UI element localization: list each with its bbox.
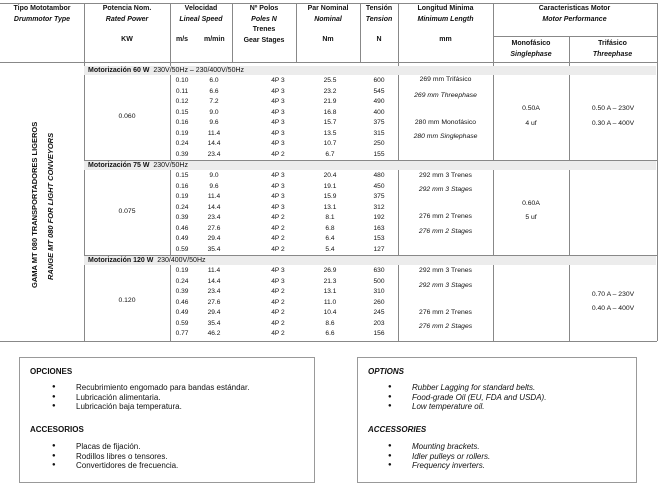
- speed-ms-cell: 0.59: [175, 245, 189, 253]
- torque-cell: 13.1: [323, 203, 337, 211]
- accessories-title-es: ACCESORIOS: [30, 425, 84, 434]
- tension-cell: 203: [373, 319, 385, 327]
- speed-ms-cell: 0.59: [175, 319, 189, 327]
- speed-ms-cell: 0.15: [175, 172, 189, 179]
- poles-cell: 4P 2: [271, 319, 285, 327]
- list-item: ● Lubricación alimentaria.: [50, 393, 249, 403]
- table-row: [170, 97, 398, 106]
- kw-value: 0.120: [118, 297, 136, 304]
- speed-ms-cell: 0.11: [175, 87, 189, 95]
- speed-ms-cell: 0.77: [175, 330, 189, 337]
- options-box-es: [19, 357, 315, 483]
- tension-cell: 156: [373, 330, 385, 337]
- table-row: [170, 308, 398, 317]
- header-tension: Tensión Tension N: [365, 5, 393, 43]
- list-item: ● Rodillos libres o tensores.: [50, 452, 178, 462]
- speed-mmin-cell: 11.4: [207, 193, 221, 200]
- length-text: 276 mm 2 Stages: [418, 323, 473, 330]
- speed-ms-cell: 0.39: [175, 150, 189, 158]
- speed-ms-cell: 0.49: [175, 309, 189, 316]
- torque-cell: 5.4: [325, 245, 335, 253]
- tension-cell: 600: [373, 77, 385, 84]
- tension-cell: 545: [373, 87, 385, 95]
- accessories-title-en: ACCESSORIES: [368, 425, 427, 434]
- torque-cell: 25.5: [323, 77, 337, 84]
- length-text: 269 mm Trifásico: [419, 76, 472, 83]
- table-row: [170, 108, 398, 117]
- torque-cell: 19.1: [323, 182, 337, 190]
- options-list-en: [386, 383, 546, 412]
- list-item: ● Lubricación baja temperatura.: [50, 402, 249, 412]
- accessories-list-en: [386, 442, 490, 471]
- mono-value: 5 uf: [525, 214, 537, 221]
- table-row: [170, 319, 398, 328]
- speed-mmin-cell: 6.0: [209, 77, 219, 84]
- tension-cell: 375: [373, 119, 385, 126]
- speed-ms-cell: 0.49: [175, 235, 189, 242]
- poles-cell: 4P 2: [271, 224, 285, 232]
- list-item: ● Low temperature oil.: [386, 402, 546, 412]
- speed-ms-cell: 0.15: [175, 108, 189, 116]
- torque-cell: 15.7: [323, 119, 337, 126]
- torque-cell: 13.5: [323, 129, 337, 137]
- col-line: [657, 3, 658, 341]
- speed-mmin-cell: 7.2: [209, 98, 219, 105]
- table-row: [170, 87, 398, 96]
- poles-cell: 4P 3: [271, 182, 285, 190]
- mono-value: 4 uf: [525, 120, 537, 127]
- torque-cell: 6.8: [325, 224, 335, 232]
- tension-cell: 375: [373, 193, 385, 200]
- speed-mmin-cell: 14.4: [207, 203, 221, 211]
- tension-cell: 315: [373, 129, 385, 137]
- table-row: [170, 118, 398, 127]
- torque-cell: 20.4: [323, 172, 337, 179]
- torque-cell: 6.7: [325, 150, 335, 158]
- table-top-line: [0, 3, 657, 4]
- list-item: ● Idler pulleys or rollers.: [386, 452, 490, 462]
- length-text: 292 mm 3 Stages: [418, 186, 473, 193]
- side-label-es: GAMA MT 080 TRANSPORTADORES LIGEROS: [30, 121, 39, 288]
- speed-mmin-cell: 29.4: [207, 235, 221, 242]
- tension-cell: 192: [373, 214, 385, 221]
- table-row: [170, 266, 398, 275]
- torque-cell: 8.6: [325, 319, 335, 327]
- header-mono: Monofásico Singlephase: [510, 40, 552, 58]
- speed-mmin-cell: 9.0: [209, 172, 219, 179]
- tri-value: 0.70 A – 230V: [591, 291, 635, 298]
- poles-cell: 4P 3: [271, 119, 285, 126]
- poles-cell: 4P 3: [271, 87, 285, 95]
- header-length: Longitud Minima Minimum Length mm: [417, 5, 474, 43]
- tension-cell: 630: [373, 267, 385, 274]
- speed-mmin-cell: 9.0: [209, 108, 219, 116]
- header-power: Potencia Nom. Rated Power KW: [102, 5, 152, 43]
- tension-cell: 400: [373, 108, 385, 116]
- torque-cell: 13.1: [323, 288, 337, 295]
- kw-value: 0.075: [118, 208, 136, 215]
- torque-cell: 11.0: [323, 298, 337, 306]
- table-row: [170, 213, 398, 222]
- speed-mmin-cell: 29.4: [207, 309, 221, 316]
- table-row: [170, 224, 398, 233]
- speed-ms-cell: 0.10: [175, 77, 189, 84]
- tension-cell: 500: [373, 277, 385, 285]
- mono-value: 0.60A: [522, 200, 540, 207]
- speed-ms-cell: 0.19: [175, 267, 189, 274]
- torque-cell: 15.9: [323, 193, 337, 200]
- tri-value: 0.30 A – 400V: [591, 120, 635, 127]
- tension-cell: 310: [373, 288, 385, 295]
- poles-cell: 4P 2: [271, 245, 285, 253]
- speed-mmin-cell: 35.4: [207, 319, 221, 327]
- speed-ms-cell: 0.24: [175, 277, 189, 285]
- list-item: ● Convertidores de frecuencia.: [50, 461, 178, 471]
- poles-cell: 4P 2: [271, 330, 285, 337]
- tri-value: 0.40 A – 400V: [591, 305, 635, 312]
- speed-ms-cell: 0.12: [175, 98, 189, 105]
- tension-cell: 250: [373, 140, 385, 147]
- table-row: [170, 171, 398, 180]
- header-motor: Caracteristicas Motor Motor Performance: [538, 5, 611, 23]
- speed-ms-cell: 0.24: [175, 140, 189, 147]
- poles-cell: 4P 3: [271, 277, 285, 285]
- length-text: 269 mm Threephase: [414, 92, 477, 99]
- speed-mmin-cell: 14.4: [207, 140, 221, 147]
- speed-ms-cell: 0.39: [175, 214, 189, 221]
- torque-cell: 8.1: [325, 214, 335, 221]
- tension-cell: 153: [373, 235, 385, 242]
- poles-cell: 4P 3: [271, 108, 285, 116]
- poles-cell: 4P 2: [271, 235, 285, 242]
- length-text: 276 mm 2 Stages: [418, 228, 473, 235]
- speed-mmin-cell: 27.6: [207, 298, 221, 306]
- col-line: [84, 3, 85, 341]
- col-line: [296, 3, 297, 62]
- speed-ms-cell: 0.39: [175, 288, 189, 295]
- speed-mmin-cell: 14.4: [207, 277, 221, 285]
- options-list-es: [50, 383, 249, 412]
- speed-mmin-cell: 6.6: [209, 87, 219, 95]
- speed-ms-cell: 0.24: [175, 203, 189, 211]
- table-bottom-line: [0, 341, 657, 342]
- tension-cell: 245: [373, 309, 385, 316]
- list-item: ● Food-grade Oil (EU, FDA and USDA).: [386, 393, 546, 403]
- poles-cell: 4P 3: [271, 129, 285, 137]
- list-item: ● Recubrimiento engomado para bandas estándar.: [50, 383, 249, 393]
- header-torque: Par Nominal Nominal Nm: [307, 5, 349, 43]
- torque-cell: 10.4: [323, 309, 337, 316]
- table-row: [170, 139, 398, 148]
- table-row: [170, 277, 398, 286]
- poles-cell: 4P 3: [271, 140, 285, 147]
- poles-cell: 4P 2: [271, 298, 285, 306]
- options-title-es: OPCIONES: [30, 367, 73, 376]
- tension-cell: 127: [373, 245, 385, 253]
- poles-cell: 4P 2: [271, 150, 285, 158]
- header-poles: Nº Polos Poles N Trenes Gear Stages: [243, 5, 285, 44]
- header-type: Tipo Mototambor Drummotor Type: [13, 5, 71, 23]
- col-line: [360, 3, 361, 62]
- header-tri: Trifásico Threephase: [592, 40, 633, 58]
- speed-mmin-cell: 11.4: [207, 129, 221, 137]
- torque-cell: 23.2: [323, 87, 337, 95]
- torque-cell: 21.9: [323, 98, 337, 105]
- table-row: [170, 203, 398, 212]
- tri-value: 0.50 A – 230V: [591, 105, 635, 112]
- speed-mmin-cell: 23.4: [207, 150, 221, 158]
- poles-cell: 4P 3: [271, 98, 285, 105]
- header-bottom-line: [0, 62, 657, 63]
- header-speed: Velocidad Lineal Speed m/s m/min: [176, 5, 225, 43]
- speed-ms-cell: 0.16: [175, 182, 189, 190]
- torque-cell: 21.3: [323, 277, 337, 285]
- poles-cell: 4P 3: [271, 267, 285, 274]
- length-text: 292 mm 3 Trenes: [419, 267, 472, 274]
- poles-cell: 4P 3: [271, 203, 285, 211]
- table-row: [170, 245, 398, 254]
- list-item: ● Frequency inverters.: [386, 461, 490, 471]
- speed-mmin-cell: 23.4: [207, 288, 221, 295]
- length-text: 276 mm 2 Trenes: [419, 213, 472, 220]
- tension-cell: 490: [373, 98, 385, 105]
- table-row: [170, 192, 398, 201]
- options-title-en: OPTIONS: [368, 367, 405, 376]
- poles-cell: 4P 3: [271, 77, 285, 84]
- table-row: [170, 287, 398, 296]
- tension-cell: 155: [373, 150, 385, 158]
- speed-ms-cell: 0.19: [175, 129, 189, 137]
- torque-cell: 10.7: [323, 140, 337, 147]
- speed-mmin-cell: 9.6: [209, 182, 219, 190]
- speed-mmin-cell: 23.4: [207, 214, 221, 221]
- speed-mmin-cell: 46.2: [207, 330, 221, 337]
- group-header-60w: Motorización 60 W 230V/50Hz – 230/400V/50Hz: [84, 66, 656, 75]
- table-row: [170, 234, 398, 243]
- options-box-en: [357, 357, 637, 483]
- poles-cell: 4P 2: [271, 214, 285, 221]
- poles-cell: 4P 3: [271, 193, 285, 200]
- length-text: 280 mm Singlephase: [413, 133, 478, 140]
- speed-ms-cell: 0.46: [175, 224, 189, 232]
- accessories-list-es: [50, 442, 178, 471]
- speed-mmin-cell: 9.6: [209, 119, 219, 126]
- speed-mmin-cell: 11.4: [207, 267, 221, 274]
- table-row: [170, 329, 398, 338]
- kw-value: 0.060: [118, 113, 136, 120]
- speed-ms-cell: 0.16: [175, 119, 189, 126]
- tension-cell: 312: [373, 203, 385, 211]
- table-row: [170, 182, 398, 191]
- table-row: [170, 76, 398, 85]
- poles-cell: 4P 3: [271, 172, 285, 179]
- group-header-120w: Motorización 120 W 230/400V/50Hz: [84, 256, 656, 265]
- torque-cell: 6.4: [325, 235, 335, 242]
- list-item: ● Mounting brackets.: [386, 442, 490, 452]
- tension-cell: 480: [373, 172, 385, 179]
- table-row: [170, 129, 398, 138]
- length-text: 292 mm 3 Trenes: [419, 172, 472, 179]
- group-header-75w: Motorización 75 W 230V/50Hz: [84, 161, 656, 170]
- list-item: ● Rubber Lagging for standard belts.: [386, 383, 546, 393]
- tension-cell: 260: [373, 298, 385, 306]
- torque-cell: 6.6: [325, 330, 335, 337]
- length-text: 276 mm 2 Trenes: [419, 309, 472, 316]
- speed-mmin-cell: 35.4: [207, 245, 221, 253]
- table-row: [170, 298, 398, 307]
- mono-value: 0.50A: [522, 105, 540, 112]
- poles-cell: 4P 2: [271, 309, 285, 316]
- table-row: [170, 150, 398, 159]
- poles-cell: 4P 2: [271, 288, 285, 295]
- length-text: 280 mm Monofásico: [414, 119, 477, 126]
- col-line: [493, 3, 494, 341]
- col-line: [232, 3, 233, 62]
- speed-mmin-cell: 27.6: [207, 224, 221, 232]
- motor-subheader-line: [493, 36, 657, 37]
- speed-ms-cell: 0.19: [175, 193, 189, 200]
- torque-cell: 16.8: [323, 108, 337, 116]
- torque-cell: 26.9: [323, 267, 337, 274]
- list-item: ● Placas de fijación.: [50, 442, 178, 452]
- tension-cell: 163: [373, 224, 385, 232]
- length-text: 292 mm 3 Stages: [418, 282, 473, 289]
- speed-ms-cell: 0.46: [175, 298, 189, 306]
- tension-cell: 450: [373, 182, 385, 190]
- side-label-en: RANGE MT 080 FOR LIGHT CONVEYORS: [46, 132, 55, 280]
